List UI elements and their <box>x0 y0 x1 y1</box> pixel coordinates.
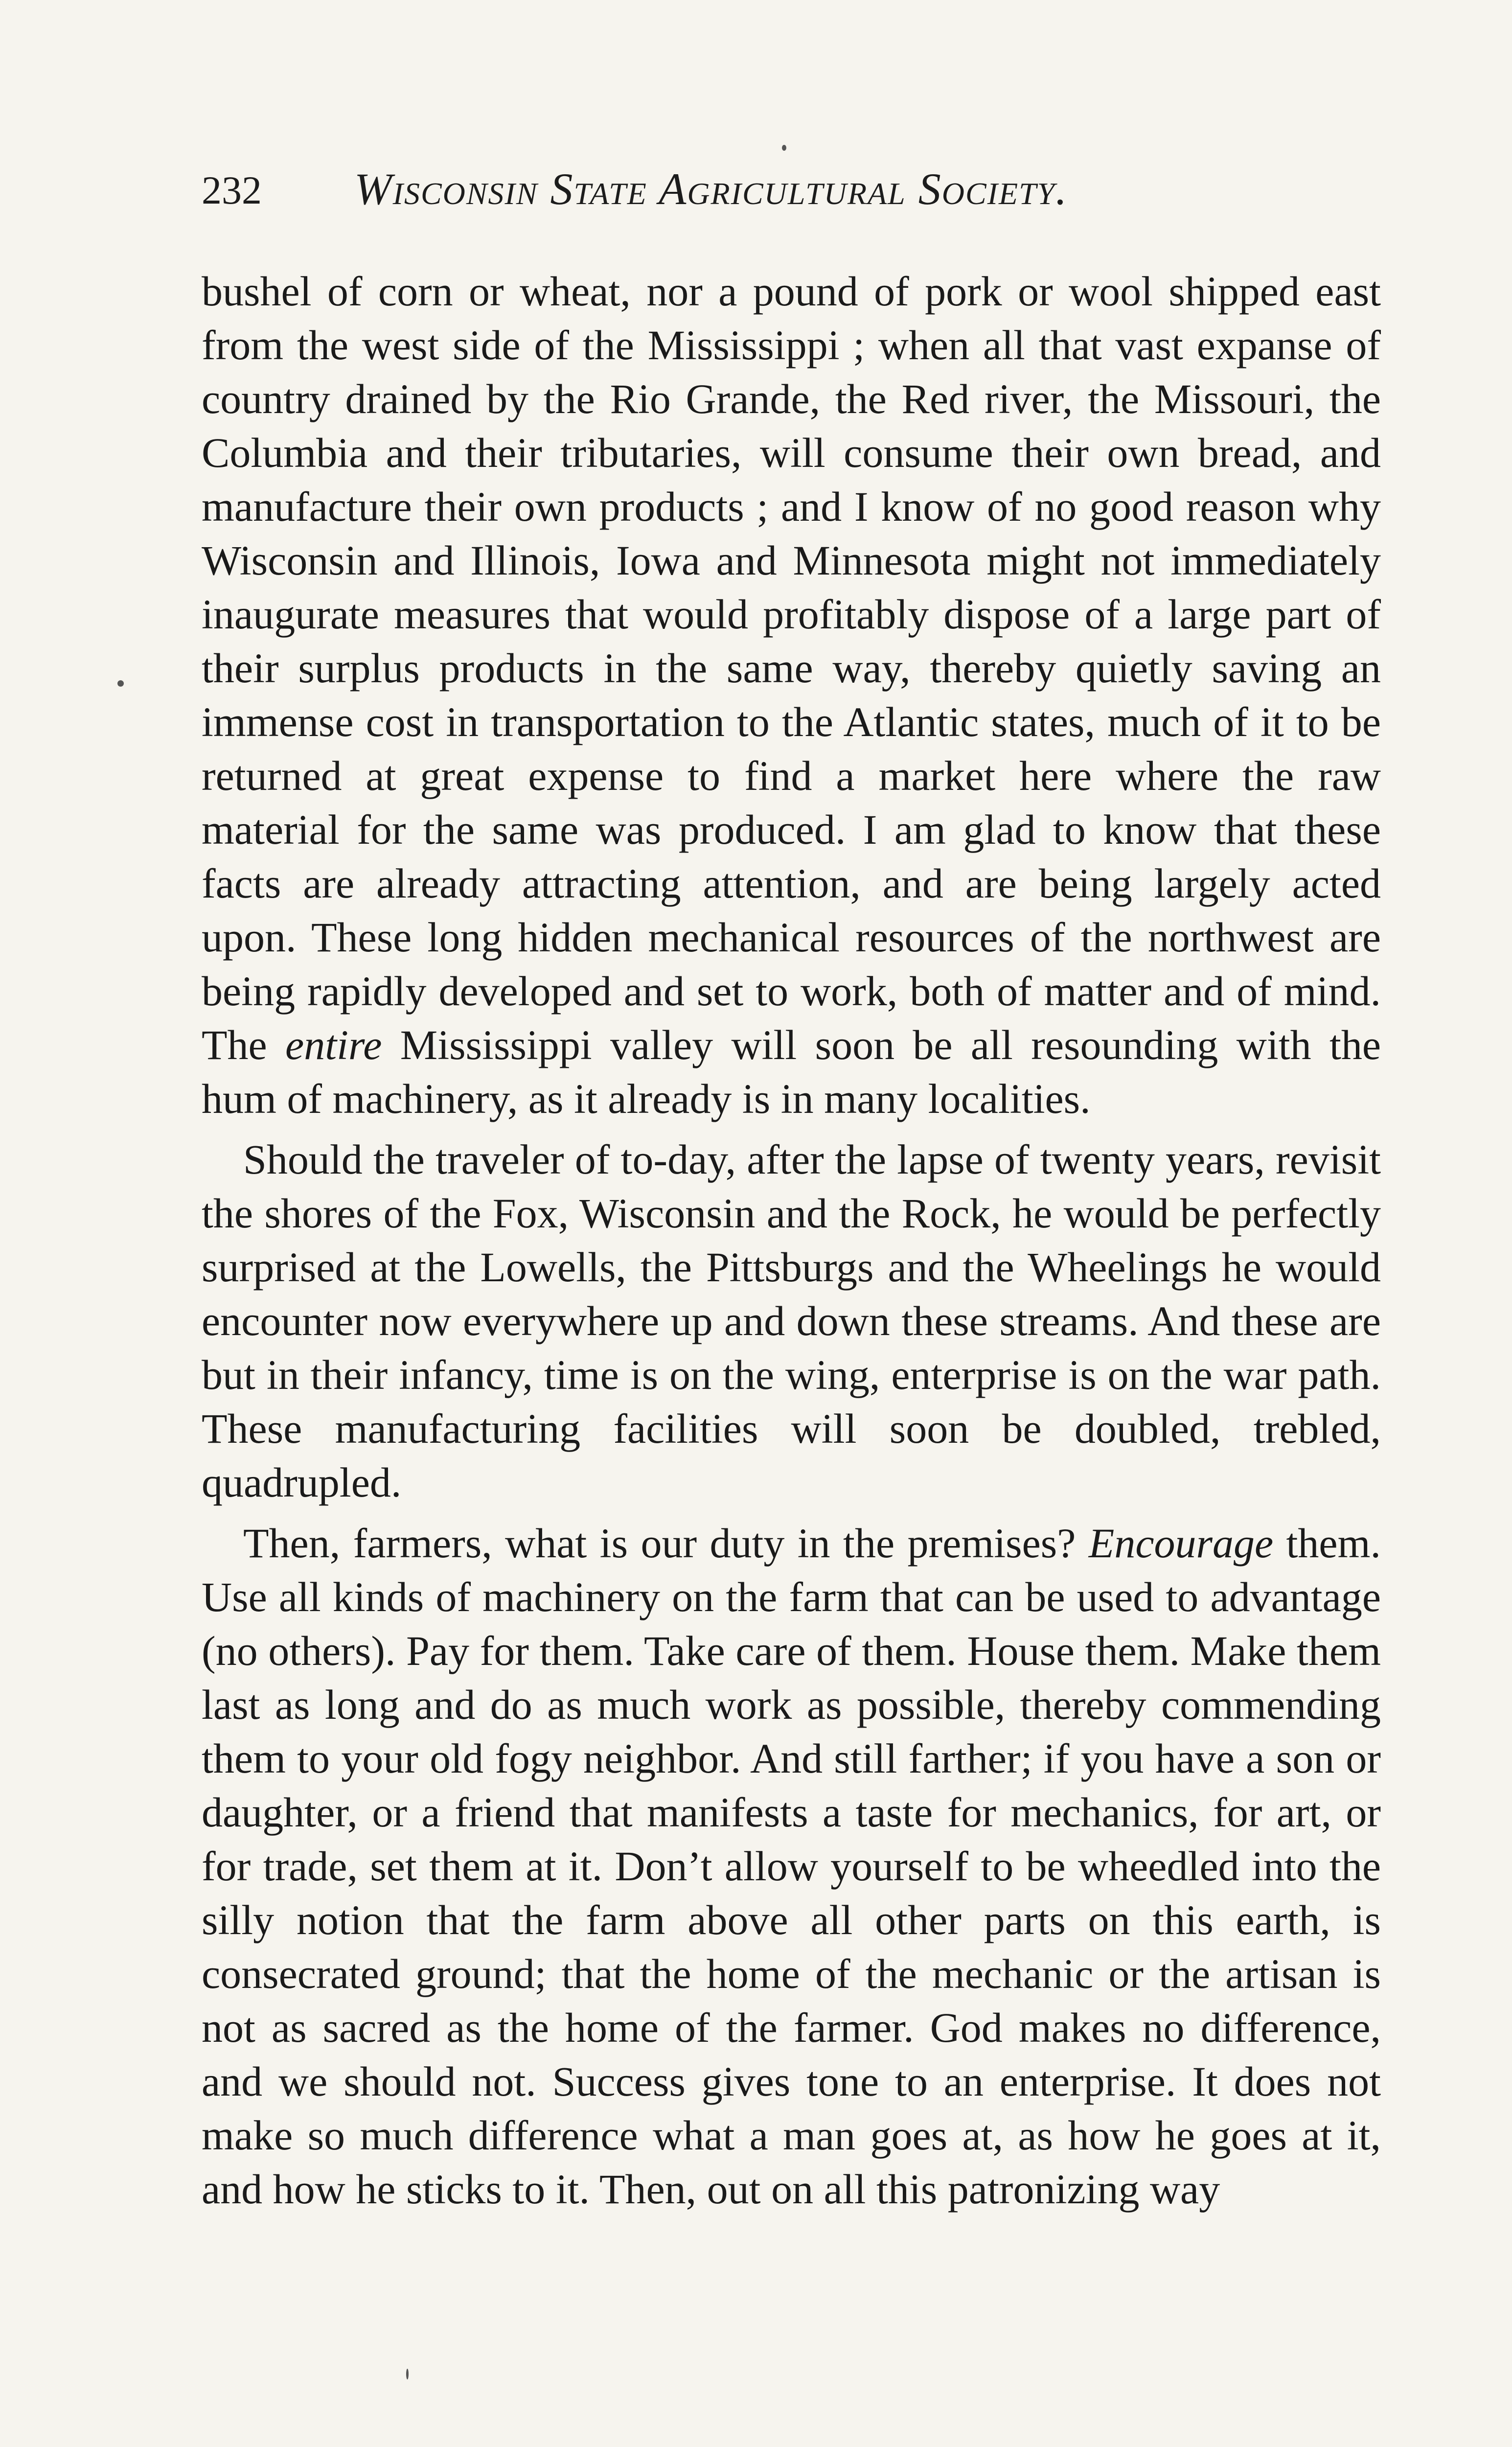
print-speck-margin <box>117 680 124 687</box>
paragraph-3-emphasis: Encourage <box>1088 1520 1274 1567</box>
paragraph-1-emphasis: entire <box>285 1021 382 1068</box>
print-speck-top <box>782 145 786 151</box>
body-text <box>202 264 1381 2216</box>
print-speck-bottom <box>406 2369 409 2379</box>
paragraph-3-text-b: them. Use all kinds of machinery on the farm that can be used to advantage (no others). Pay for them. Take care of them. House them. Make them last as long and do as much work as possible, thereby commending them to your old fogy neighbor. And still farther; if you have a son or daughter, or a friend that manifests a taste for mechanics, for art, or for trade, set them at it. Don’t allow yourself to be wheedled into the silly notion that the farm above all other parts on this earth, is consecrated ground; that the home of the mechanic or the artisan is not as sacred as the home of the farmer. God makes no difference, and we should not. Success gives tone to an enterprise. It does not make so much difference what a man goes at, as how he goes at it, and how he sticks to it. Then, out on all this patronizing way <box>202 1520 1381 2213</box>
page-header <box>202 166 1386 220</box>
paragraph-1 <box>202 264 1381 1126</box>
paragraph-3-text-a: Then, farmers, what is our duty in the premises? <box>243 1520 1089 1567</box>
paragraph-3 <box>202 1516 1381 2216</box>
paragraph-2: Should the traveler of to-day, after the lapse of twenty years, revisit the shores of the Fox, Wisconsin and the Rock, he would be perfectly surprised at the Lowells, the Pittsburgs and the Wheelings he would encounter now everywhere up and down these streams. And these are but in their infancy, time is on the wing, enterprise is on the war path. These manufacturing facilities will soon be doubled, trebled, quadrupled. <box>202 1136 1381 1506</box>
paragraph-1-text-a: bushel of corn or wheat, nor a pound of pork or wool shipped east from the west side of the Mississippi ; when all that vast expanse of country drained by the Rio Grande, the Red river, the Missouri, the Columbia and their tributaries, will consume their own bread, and manufacture their own products ; and I know of no good reason why Wisconsin and Illinois, Iowa and Minnesota might not immediately inaugurate measures that would profitably dispose of a large part of their surplus products in the same way, thereby quietly saving an immense cost in transportation to the Atlantic states, much of it to be returned at great expense to find a market here where the raw material for the same was produced. I am glad to know that these facts are already attracting attention, and are being largely acted upon. These long hidden mechanical resources of the northwest are being rapidly developed and set to work, both of matter and of mind. The <box>202 268 1381 1068</box>
paragraph-1-text-b: Mississippi valley will soon be all resounding with the hum of machinery, as it already is in many localities. <box>202 1021 1381 1122</box>
running-title: Wisconsin State Agricultural Society. <box>354 164 1068 214</box>
page-number: 232 <box>202 168 262 212</box>
